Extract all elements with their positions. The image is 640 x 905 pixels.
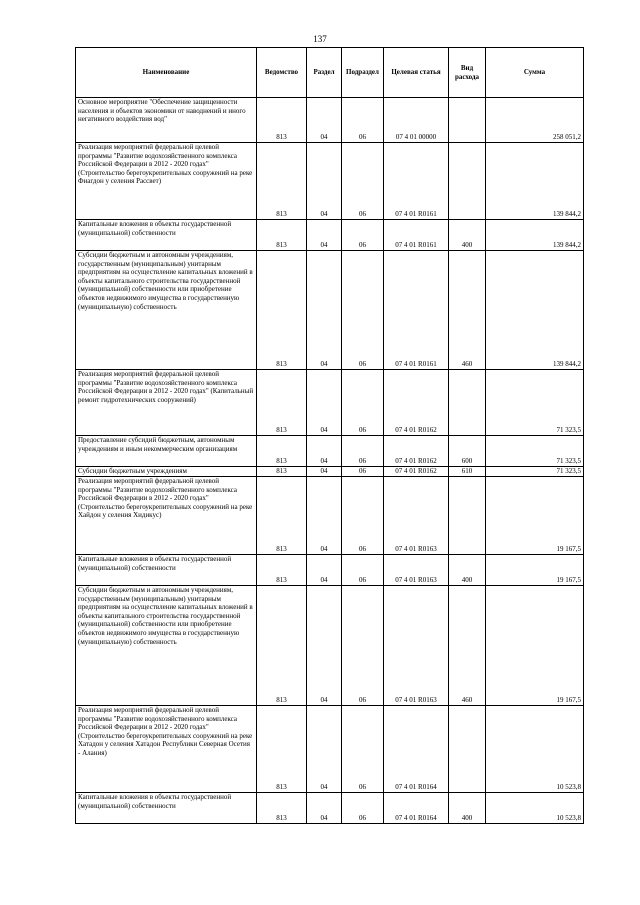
table-row: [76, 251, 584, 370]
row-department: 813: [257, 706, 307, 793]
row-amount: 71 323,5: [486, 467, 584, 477]
row-department: 813: [257, 98, 307, 143]
row-name: Реализация мероприятий федеральной целевой программы "Развитие водохозяйственного комплекса Российской Федерации в 2012 - 2020 годах" (Строительство берегоукрепительных сооружений на реке Фиагдон у селения Рассвет): [76, 143, 257, 220]
col-header-expense-type: Вид расхода: [449, 48, 486, 98]
row-subsection: 06: [342, 467, 384, 477]
row-name: Капитальные вложения в объекты государственной (муниципальной) собственности: [76, 555, 257, 586]
row-name: Капитальные вложения в объекты государственной (муниципальной) собственности: [76, 793, 257, 824]
row-target: 07 4 01 R0162: [384, 467, 449, 477]
row-department: 813: [257, 143, 307, 220]
row-expense-type: 400: [449, 555, 486, 586]
row-amount: 10 523,8: [486, 793, 584, 824]
row-target: 07 4 01 R0164: [384, 793, 449, 824]
row-target: 07 4 01 R0163: [384, 477, 449, 555]
row-amount: 19 167,5: [486, 477, 584, 555]
row-subsection: 06: [342, 220, 384, 251]
row-amount: 71 323,5: [486, 370, 584, 436]
row-subsection: 06: [342, 370, 384, 436]
row-name: Реализация мероприятий федеральной целевой программы "Развитие водохозяйственного комплекса Российской Федерации в 2012 - 2020 годах" (Строительство берегоукрепительных сооружений на реке Хайдон у селения Хидикус): [76, 477, 257, 555]
row-section: 04: [307, 706, 342, 793]
row-amount: 19 167,5: [486, 586, 584, 706]
row-department: 813: [257, 586, 307, 706]
col-header-name: Наименование: [76, 48, 257, 98]
col-header-subsection: Подраздел: [342, 48, 384, 98]
row-amount: 139 844,2: [486, 220, 584, 251]
row-section: 04: [307, 586, 342, 706]
col-header-amount: Сумма: [486, 48, 584, 98]
table-row: [76, 706, 584, 793]
table-row: [76, 220, 584, 251]
row-expense-type: 600: [449, 436, 486, 467]
table-header-row: [76, 48, 584, 98]
row-amount: 139 844,2: [486, 251, 584, 370]
row-section: 04: [307, 370, 342, 436]
table-row: [76, 370, 584, 436]
row-department: 813: [257, 555, 307, 586]
row-name: Предоставление субсидий бюджетным, автономным учреждениям и иным некоммерческим организациям: [76, 436, 257, 467]
row-section: 04: [307, 467, 342, 477]
row-department: 813: [257, 467, 307, 477]
row-name: Субсидии бюджетным учреждениям: [76, 467, 257, 477]
row-amount: 139 844,2: [486, 143, 584, 220]
row-expense-type: [449, 143, 486, 220]
row-department: 813: [257, 251, 307, 370]
table-row: [76, 586, 584, 706]
col-header-target: Целевая статья: [384, 48, 449, 98]
table-row: [76, 555, 584, 586]
col-header-department: Ведомство: [257, 48, 307, 98]
row-target: 07 4 01 R0162: [384, 436, 449, 467]
row-department: 813: [257, 220, 307, 251]
row-subsection: 06: [342, 98, 384, 143]
row-department: 813: [257, 477, 307, 555]
row-name: Субсидии бюджетным и автономным учреждениям, государственным (муниципальным) унитарным предприятиям на осуществление капитальных вложений в объекты капитального строительства государственной (муниципальной) собственности или приобретение объектов недвижимого имущества в государственную (муниципальную) собственность: [76, 251, 257, 370]
row-department: 813: [257, 370, 307, 436]
row-target: 07 4 01 R0163: [384, 586, 449, 706]
row-target: 07 4 01 R0161: [384, 143, 449, 220]
row-subsection: 06: [342, 477, 384, 555]
row-section: 04: [307, 436, 342, 467]
table-row: [76, 98, 584, 143]
row-expense-type: 460: [449, 251, 486, 370]
row-department: 813: [257, 436, 307, 467]
row-expense-type: [449, 477, 486, 555]
row-expense-type: [449, 98, 486, 143]
row-subsection: 06: [342, 586, 384, 706]
row-target: 07 4 01 R0161: [384, 251, 449, 370]
row-section: 04: [307, 793, 342, 824]
table-row: [76, 467, 584, 477]
row-name: Капитальные вложения в объекты государственной (муниципальной) собственности: [76, 220, 257, 251]
row-amount: 71 323,5: [486, 436, 584, 467]
row-expense-type: [449, 370, 486, 436]
row-amount: 258 051,2: [486, 98, 584, 143]
row-amount: 19 167,5: [486, 555, 584, 586]
row-subsection: 06: [342, 143, 384, 220]
row-section: 04: [307, 251, 342, 370]
row-section: 04: [307, 143, 342, 220]
row-section: 04: [307, 477, 342, 555]
row-name: Основное мероприятие "Обеспечение защищенности населения и объектов экономики от наводнений и иного негативного воздействия вод": [76, 98, 257, 143]
row-target: 07 4 01 R0161: [384, 220, 449, 251]
row-target: 07 4 01 R0164: [384, 706, 449, 793]
row-subsection: 06: [342, 251, 384, 370]
row-section: 04: [307, 220, 342, 251]
table-row: [76, 143, 584, 220]
row-name: Субсидии бюджетным и автономным учреждениям, государственным (муниципальным) унитарным предприятиям на осуществление капитальных вложений в объекты капитального строительства государственной (муниципальной) собственности или приобретение объектов недвижимого имущества в государственную (муниципальную) собственность: [76, 586, 257, 706]
row-expense-type: 400: [449, 793, 486, 824]
row-expense-type: 400: [449, 220, 486, 251]
row-expense-type: 460: [449, 586, 486, 706]
page-number: 137: [313, 34, 327, 44]
col-header-section: Раздел: [307, 48, 342, 98]
table-row: [76, 793, 584, 824]
row-expense-type: 610: [449, 467, 486, 477]
budget-table: [75, 47, 584, 824]
row-name: Реализация мероприятий федеральной целевой программы "Развитие водохозяйственного комплекса Российской Федерации в 2012 - 2020 годах" (Капитальный ремонт гидротехнических сооружений): [76, 370, 257, 436]
row-target: 07 4 01 R0162: [384, 370, 449, 436]
row-target: 07 4 01 00000: [384, 98, 449, 143]
row-name: Реализация мероприятий федеральной целевой программы "Развитие водохозяйственного комплекса Российской Федерации в 2012 - 2020 годах" (Строительство берегоукрепительных сооружений на реке Хатадон у селения Хатадон Республики Северная Осетия - Алания): [76, 706, 257, 793]
table-row: [76, 477, 584, 555]
row-subsection: 06: [342, 793, 384, 824]
row-amount: 10 523,8: [486, 706, 584, 793]
row-subsection: 06: [342, 555, 384, 586]
row-expense-type: [449, 706, 486, 793]
row-target: 07 4 01 R0163: [384, 555, 449, 586]
row-section: 04: [307, 555, 342, 586]
row-department: 813: [257, 793, 307, 824]
row-section: 04: [307, 98, 342, 143]
table-row: [76, 436, 584, 467]
row-subsection: 06: [342, 706, 384, 793]
row-subsection: 06: [342, 436, 384, 467]
